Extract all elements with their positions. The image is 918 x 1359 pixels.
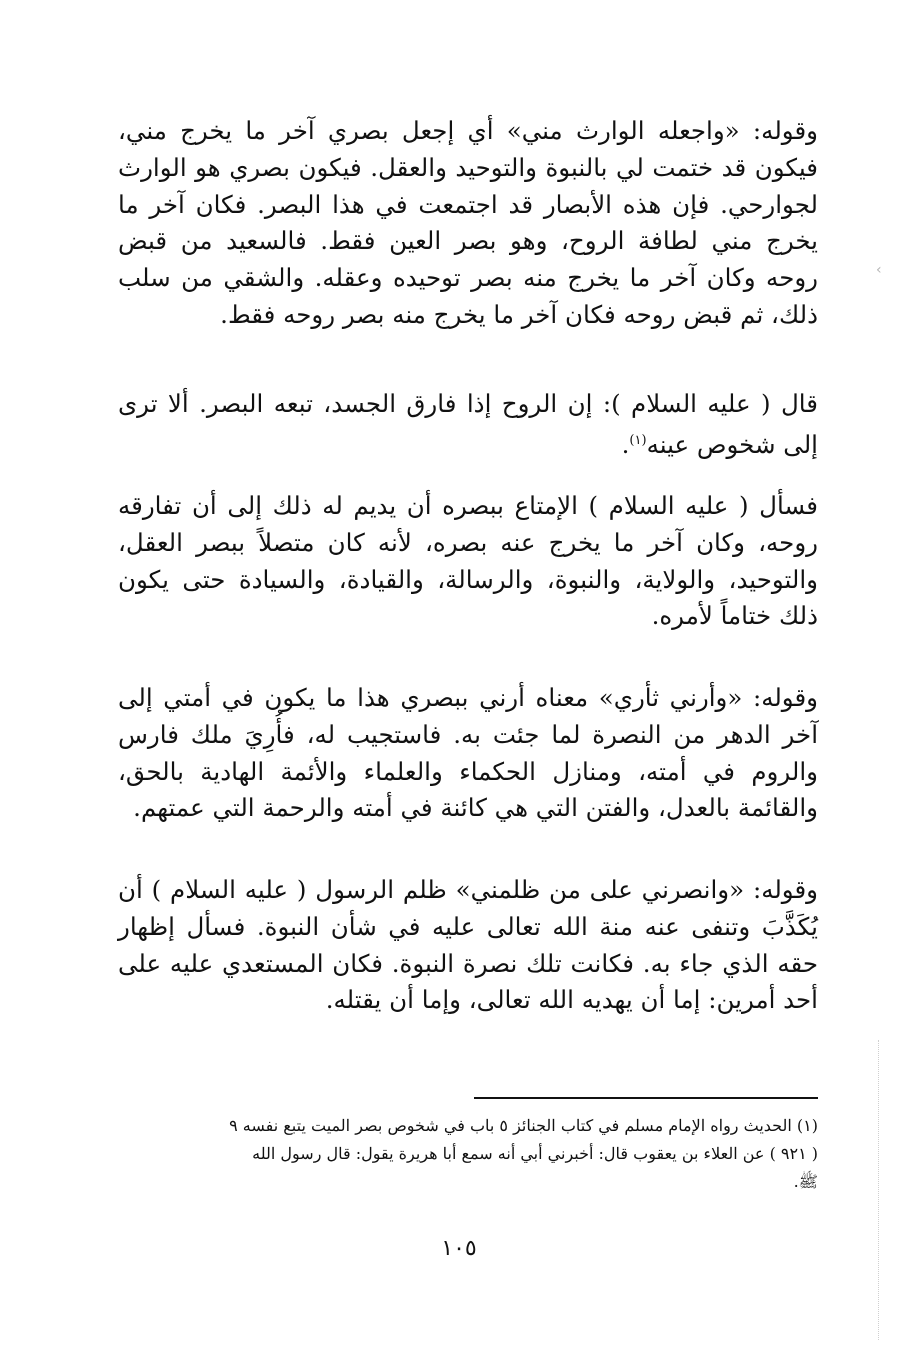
paragraph-body: قال ( عليه السلام ): إن الروح إذا فارق الجسد، تبعه البصر. ألا ترى إلى شخوص عينه: [118, 389, 818, 459]
paragraph-text: وقوله: «واجعله الوارث مني» أي إجعل بصري آخر ما يخرج مني، فيكون قد ختمت لي بالنبوة والتوحيد والعقل. فيكون بصري هو الوارث لجوارحي. فإن هذه الأبصار قد اجتمعت في هذا البصر. فكان آخر ما يخرج مني لطافة الروح، وهو بصر العين فقط. فالسعيد من قبض روحه وكان آخر ما يخرج منه بصر توحيده وعقله. والشقي من سلب ذلك، ثم قبض روحه فكان آخر ما يخرج منه بصر روحه فقط.: [118, 116, 818, 329]
footnote-line: (١) الحديث رواه الإمام مسلم في كتاب الجنائز ٥ باب في شخوص بصر الميت يتبع نفسه ٩: [229, 1116, 818, 1135]
footnote-separator: [474, 1097, 818, 1099]
paragraph: [118, 488, 818, 635]
footnote-line: ﷺ.: [793, 1172, 818, 1191]
sentence-end: .: [621, 429, 630, 459]
footnote-line: ( ٩٢١ ) عن العلاء بن يعقوب قال: أخبرني أبي أنه سمع أبا هريرة يقول: قال رسول الله: [252, 1144, 818, 1163]
paragraph: [118, 872, 818, 1019]
paragraph: [118, 113, 818, 334]
page-number: ١٠٥: [441, 1236, 477, 1261]
scan-edge-dots: [878, 1040, 881, 1340]
paragraph: [118, 386, 818, 464]
paragraph: [118, 680, 818, 827]
footnotes: [118, 1112, 818, 1196]
paragraph-text: فسأل ( عليه السلام ) الإمتاع ببصره أن يديم له ذلك إلى أن تفارقه روحه، وكان آخر ما يخرج عنه بصره، لأنه كان متصلاً ببصر العقل، والتوحيد، والولاية، والنبوة، والرسالة، والقيادة، والسيادة حتى يكون ذلك ختاماً لأمره.: [118, 491, 818, 631]
paragraph-text: وقوله: «وانصرني على من ظلمني» ظلم الرسول ( عليه السلام ) أن يُكَذَّبَ وتنفى عنه منة الله تعالى عليه في شأن النبوة. فسأل إظهار حقه الذي جاء به. فكانت تلك نصرة النبوة. فكان المستعدي عليه على أحد أمرين: إما أن يهديه الله تعالى، وإما أن يقتله.: [118, 875, 818, 1015]
footnote-reference: (١): [629, 432, 647, 448]
paragraph-text: وقوله: «وأرني ثأري» معناه أرني ببصري هذا ما يكون في أمتي إلى آخر الدهر من النصرة لما جئت به. فاستجيب له، فأُرِيَ ملك فارس والروم في أمته، ومنازل الحكماء والعلماء والأئمة الهادية بالحق، والقائمة بالعدل، والفتن التي هي كائنة في أمته والرحمة التي عمتهم.: [118, 683, 818, 823]
paragraph-text: [118, 386, 818, 464]
margin-mark: ‹: [876, 262, 882, 278]
